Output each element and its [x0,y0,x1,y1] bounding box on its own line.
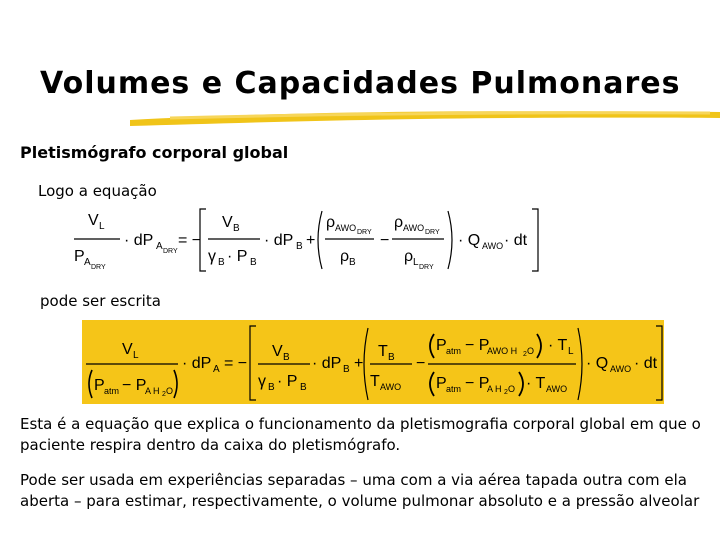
svg-text:· dP: · dP [124,232,154,249]
svg-text:P: P [436,337,447,354]
svg-text:B: B [300,382,307,393]
svg-text:B: B [343,364,350,375]
svg-text:DRY: DRY [163,248,178,255]
svg-text:· P: · P [277,373,298,390]
svg-text:DRY: DRY [91,264,106,271]
svg-text:B: B [296,241,303,252]
equation-1 [70,205,550,277]
svg-text:P: P [94,377,105,394]
svg-text:P: P [74,248,85,265]
svg-text:= −: = − [178,232,202,249]
svg-text:O: O [166,386,174,396]
svg-text:A H: A H [487,384,502,394]
svg-text:B: B [349,257,356,268]
svg-text:· T: · T [548,337,568,354]
svg-text:· Q: · Q [586,355,609,372]
svg-text:− P: − P [465,375,490,392]
svg-text:DRY: DRY [419,264,434,271]
svg-text:L: L [99,221,105,232]
svg-text:= −: = − [224,355,248,372]
svg-text:O: O [508,384,516,394]
svg-text:AWO H: AWO H [487,346,518,356]
svg-text:· Q: · Q [458,232,481,249]
svg-text:AWO: AWO [380,382,402,392]
svg-text:ρ: ρ [404,248,414,265]
title-underline [130,106,720,128]
svg-text:+: + [354,355,364,372]
svg-text:atm: atm [104,386,120,396]
svg-text:· T: · T [526,375,546,392]
usage-paragraph: Pode ser usada em experiências separadas – uma com a via aérea tapada outra com ela aberta – para estimar, respectivamente, o volume pulmonar absoluto e a pressão alveolar [20,471,700,510]
svg-text:L: L [133,350,139,361]
svg-text:A H: A H [145,386,160,396]
svg-text:· dP: · dP [182,355,212,372]
svg-text:B: B [233,223,240,234]
svg-text:V: V [88,212,99,229]
svg-text:atm: atm [446,346,462,356]
svg-text:AWO: AWO [335,223,357,233]
svg-text:−: − [416,355,426,372]
equation-2 [82,320,664,404]
svg-text:ρ: ρ [340,248,350,265]
svg-text:γ: γ [258,373,266,390]
svg-text:· dt: · dt [504,232,528,249]
subtitle: Pletismógrafo corporal global [20,143,289,162]
svg-text:· dt: · dt [634,355,658,372]
svg-text:A: A [213,364,220,375]
equation-written-label: pode ser escrita [40,292,161,310]
svg-text:2: 2 [504,389,508,396]
svg-text:+: + [306,232,316,249]
svg-text:V: V [222,214,233,231]
svg-text:B: B [388,352,395,363]
svg-text:L: L [413,257,419,268]
svg-text:−: − [380,232,390,249]
svg-text:O: O [527,346,535,356]
svg-text:V: V [122,341,133,358]
svg-text:AWO: AWO [403,223,425,233]
svg-text:γ: γ [208,248,216,265]
svg-text:· dP: · dP [312,355,342,372]
svg-text:2: 2 [523,351,527,358]
svg-text:− P: − P [122,377,147,394]
equation-intro-label: Logo a equação [38,182,157,200]
svg-text:T: T [378,343,388,360]
svg-text:DRY: DRY [425,229,440,236]
svg-text:B: B [268,382,275,393]
svg-text:B: B [250,257,257,268]
svg-text:AWO: AWO [610,364,632,374]
svg-text:V: V [272,343,283,360]
svg-text:atm: atm [446,384,462,394]
svg-text:− P: − P [465,337,490,354]
svg-text:B: B [218,257,225,268]
svg-text:DRY: DRY [357,229,372,236]
svg-text:L: L [568,346,574,357]
svg-text:B: B [283,352,290,363]
explanation-paragraph: Esta é a equação que explica o funcionamento da pletismografia corporal global em que o paciente respira dentro da caixa do pletismógrafo. [20,415,701,454]
svg-text:2: 2 [162,391,166,398]
svg-text:AWO: AWO [546,384,568,394]
svg-text:A: A [156,241,163,252]
svg-text:P: P [436,375,447,392]
svg-text:ρ: ρ [326,214,336,231]
svg-text:T: T [370,373,380,390]
svg-text:· P: · P [227,248,248,265]
svg-text:A: A [84,257,91,268]
svg-text:ρ: ρ [394,214,404,231]
svg-text:AWO: AWO [482,241,504,251]
svg-text:· dP: · dP [264,232,294,249]
slide-title: Volumes e Capacidades Pulmonares [40,66,681,101]
